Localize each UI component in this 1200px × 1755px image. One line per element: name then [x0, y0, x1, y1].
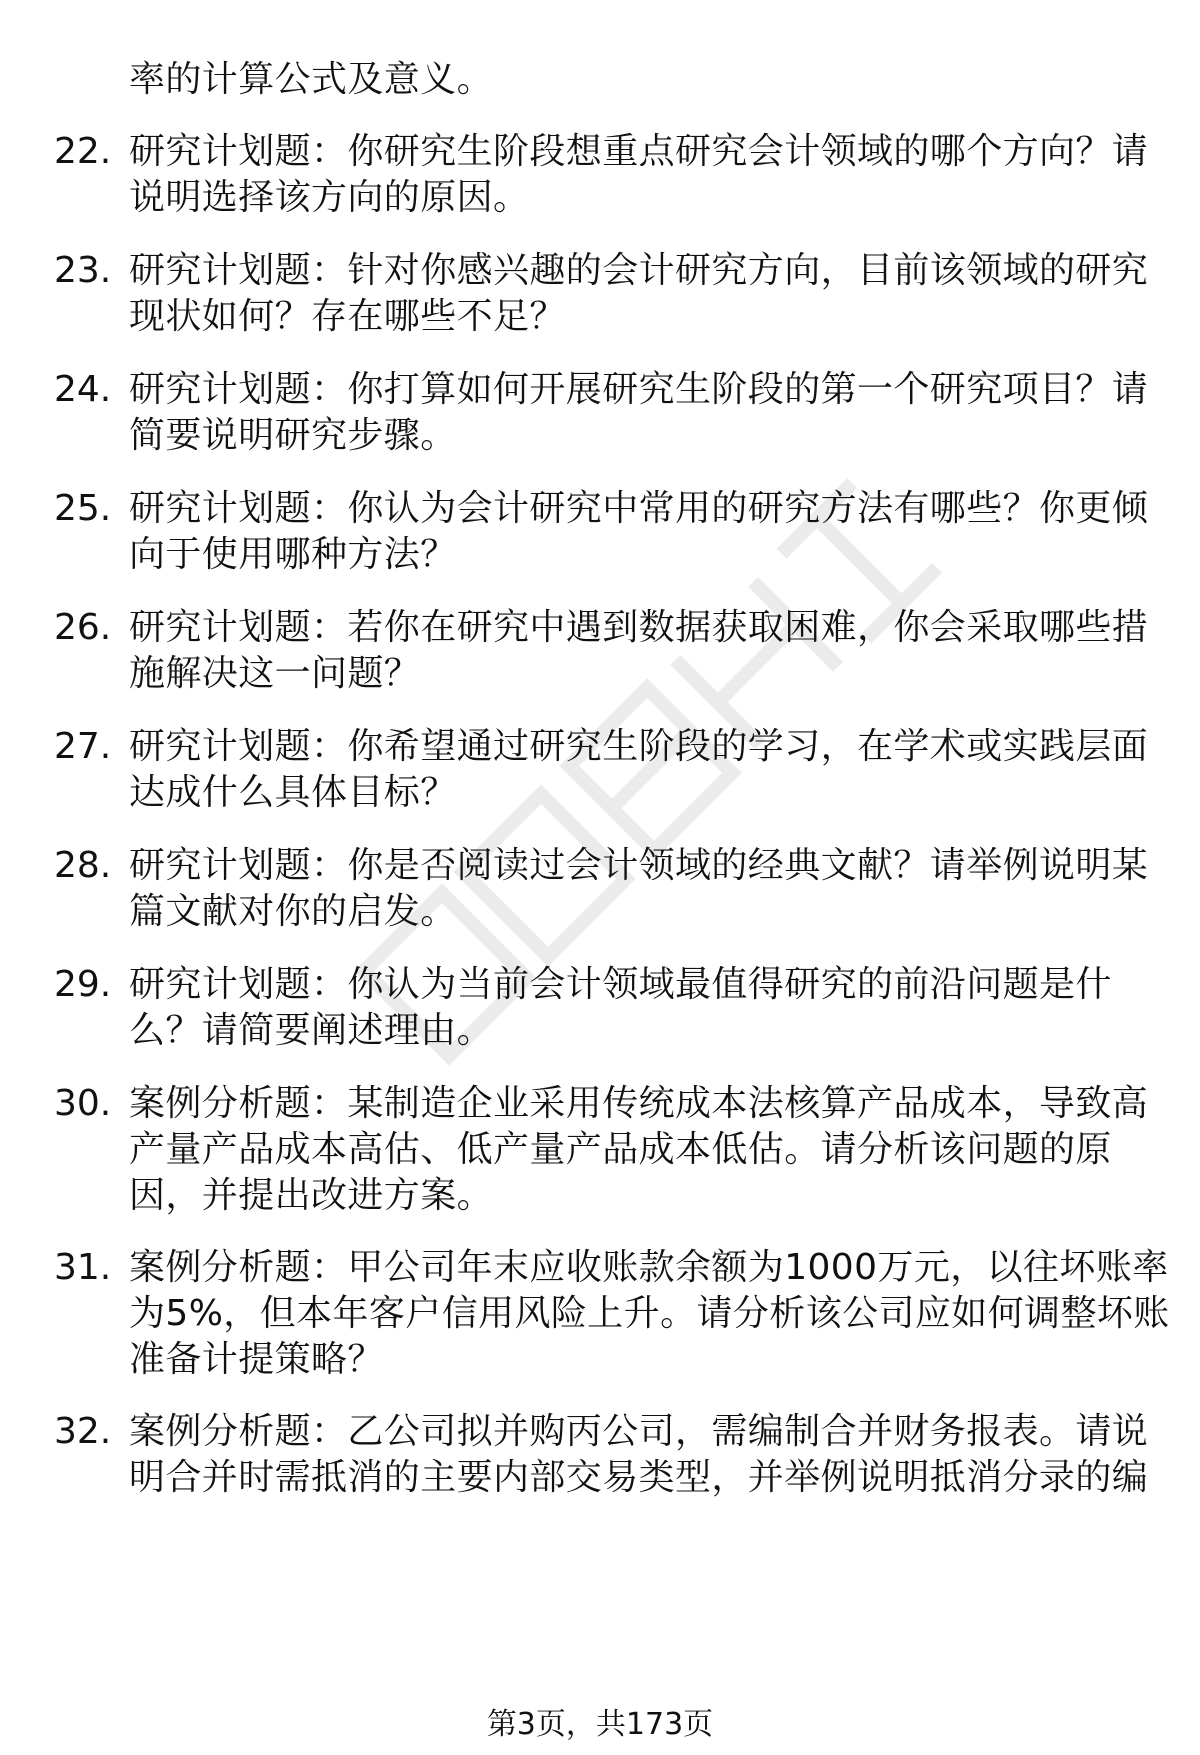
question-text: 研究计划题：你研究生阶段想重点研究会计领域的哪个方向？请 — [129, 131, 1149, 172]
question-number: 29. — [54, 964, 112, 1005]
question-number: 22. — [54, 131, 112, 172]
question-number: 25. — [54, 488, 112, 529]
question-number: 32. — [54, 1411, 112, 1452]
question-text: 为5%，但本年客户信用风险上升。请分析该公司应如何调整坏账 — [129, 1293, 1170, 1334]
question-text: 达成什么具体目标？ — [129, 772, 457, 813]
question-text: 研究计划题：针对你感兴趣的会计研究方向，目前该领域的研究 — [129, 250, 1149, 291]
question-text: 研究计划题：你是否阅读过会计领域的经典文献？请举例说明某 — [129, 845, 1149, 886]
question-text: 简要说明研究步骤。 — [129, 415, 457, 456]
question-text: 准备计提策略？ — [129, 1339, 384, 1380]
question-text: 研究计划题：你认为会计研究中常用的研究方法有哪些？你更倾 — [129, 488, 1149, 529]
continuation-text: 率的计算公式及意义。 — [129, 59, 494, 100]
question-text: 明合并时需抵消的主要内部交易类型，并举例说明抵消分录的编 — [129, 1457, 1149, 1498]
question-number: 28. — [54, 845, 112, 886]
question-text: 案例分析题：某制造企业采用传统成本法核算产品成本，导致高 — [129, 1083, 1149, 1124]
question-text: 研究计划题：你打算如何开展研究生阶段的第一个研究项目？请 — [129, 369, 1149, 410]
question-number: 27. — [54, 726, 112, 767]
question-text: 研究计划题：你认为当前会计领域最值得研究的前沿问题是什 — [129, 964, 1112, 1005]
question-number: 24. — [54, 369, 112, 410]
question-number: 30. — [54, 1083, 112, 1124]
question-text: 研究计划题：若你在研究中遇到数据获取困难，你会采取哪些措 — [129, 607, 1149, 648]
question-text: 么？请简要阐述理由。 — [129, 1010, 494, 1051]
question-text: 说明选择该方向的原因。 — [129, 177, 530, 218]
question-text: 产量产品成本高估、低产量产品成本低估。请分析该问题的原 — [129, 1129, 1112, 1170]
page-footer: 第3页，共173页 — [486, 1707, 714, 1742]
question-text: 案例分析题：乙公司拟并购丙公司，需编制合并财务报表。请说 — [129, 1411, 1149, 1452]
question-text: 案例分析题：甲公司年末应收账款余额为1000万元，以往坏账率 — [129, 1247, 1169, 1288]
question-number: 31. — [54, 1247, 112, 1288]
question-text: 施解决这一问题？ — [129, 653, 421, 694]
question-text: 向于使用哪种方法？ — [129, 534, 457, 575]
question-text: 研究计划题：你希望通过研究生阶段的学习，在学术或实践层面 — [129, 726, 1149, 767]
question-number: 26. — [54, 607, 112, 648]
question-text: 篇文献对你的启发。 — [129, 891, 457, 932]
question-number: 23. — [54, 250, 112, 291]
question-text: 现状如何？存在哪些不足？ — [129, 296, 566, 337]
question-text: 因，并提出改进方案。 — [129, 1175, 494, 1216]
